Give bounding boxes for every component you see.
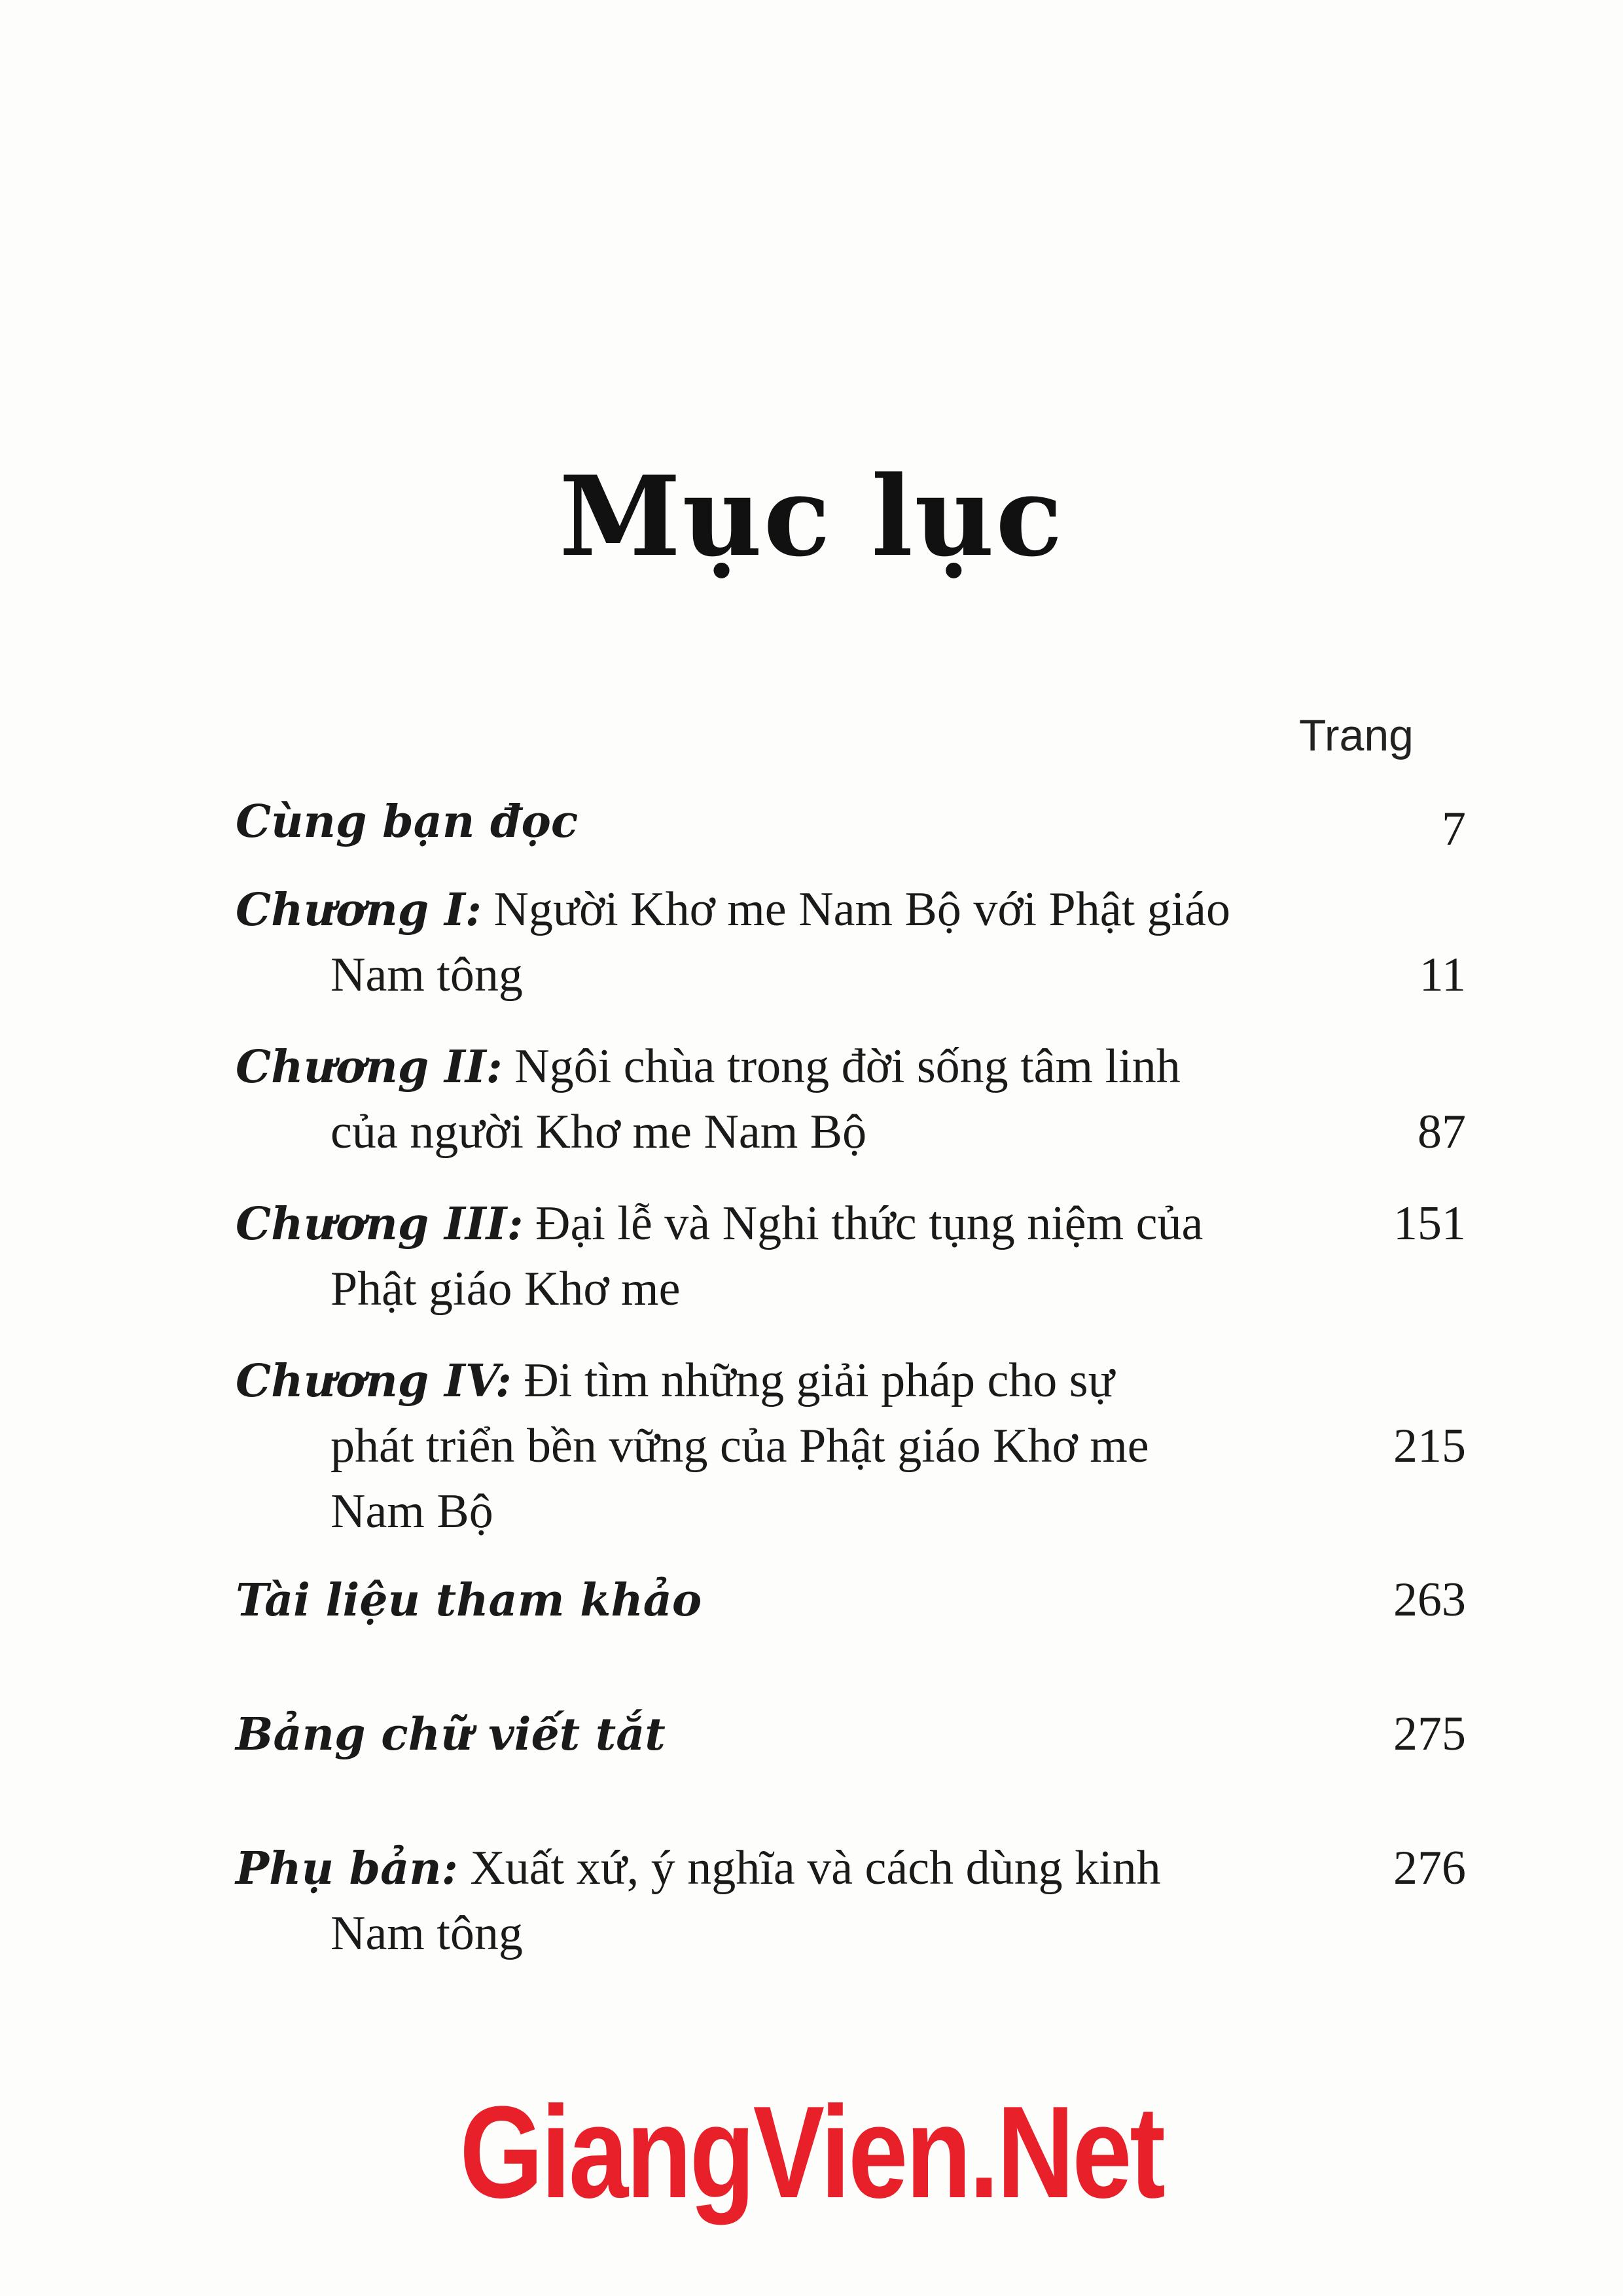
page-column-label: Trang xyxy=(1298,711,1414,760)
toc-entry-heading: Bảng chữ viết tắt xyxy=(236,1708,666,1761)
toc-entry-heading: Chương IV: xyxy=(236,1355,512,1407)
toc-entry-page: 11 xyxy=(1419,948,1466,1002)
toc-entry-page: 276 xyxy=(1393,1841,1466,1895)
page-title: Mục lục xyxy=(559,451,1064,581)
toc-entry-text: Phật giáo Khơ me xyxy=(330,1262,681,1316)
toc-entry-page: 151 xyxy=(1393,1197,1466,1250)
watermark-logo: GiangVien.Net xyxy=(459,2079,1164,2225)
toc-entry-text: của người Khơ me Nam Bộ xyxy=(330,1105,867,1159)
toc-entry-page: 7 xyxy=(1442,802,1466,856)
toc-entry-heading: Chương II: xyxy=(236,1041,503,1093)
toc-entry-text: Người Khơ me Nam Bộ với Phật giáo xyxy=(493,883,1231,936)
toc-entry-page: 87 xyxy=(1418,1105,1466,1159)
toc-entry-text: Nam tông xyxy=(330,1907,523,1960)
toc-entry-heading: Chương I: xyxy=(236,884,482,936)
toc-entry-text: Xuất xứ, ý nghĩa và cách dùng kinh xyxy=(470,1841,1161,1895)
toc-entry-page: 263 xyxy=(1393,1573,1466,1627)
toc-entry-heading: Chương III: xyxy=(236,1198,524,1250)
toc-entry-page: 215 xyxy=(1393,1419,1466,1473)
toc-entry-text: Nam tông xyxy=(330,948,523,1002)
toc-entry-text: Ngôi chùa trong đời sống tâm linh xyxy=(514,1040,1181,1093)
toc-entry-text: Đại lễ và Nghi thức tụng niệm của xyxy=(535,1197,1204,1250)
toc-entry-heading: Phụ bản: xyxy=(236,1843,458,1895)
toc-entry-text: Nam Bộ xyxy=(330,1485,493,1538)
toc-entry-text: Đi tìm những giải pháp cho sự xyxy=(524,1354,1115,1407)
toc-entry-text: phát triển bền vững của Phật giáo Khơ me xyxy=(330,1419,1149,1473)
toc-entry-page: 275 xyxy=(1393,1707,1466,1761)
toc-entry-heading: Tài liệu tham khảo xyxy=(236,1574,702,1627)
toc-entry-heading: Cùng bạn đọc xyxy=(236,796,579,848)
